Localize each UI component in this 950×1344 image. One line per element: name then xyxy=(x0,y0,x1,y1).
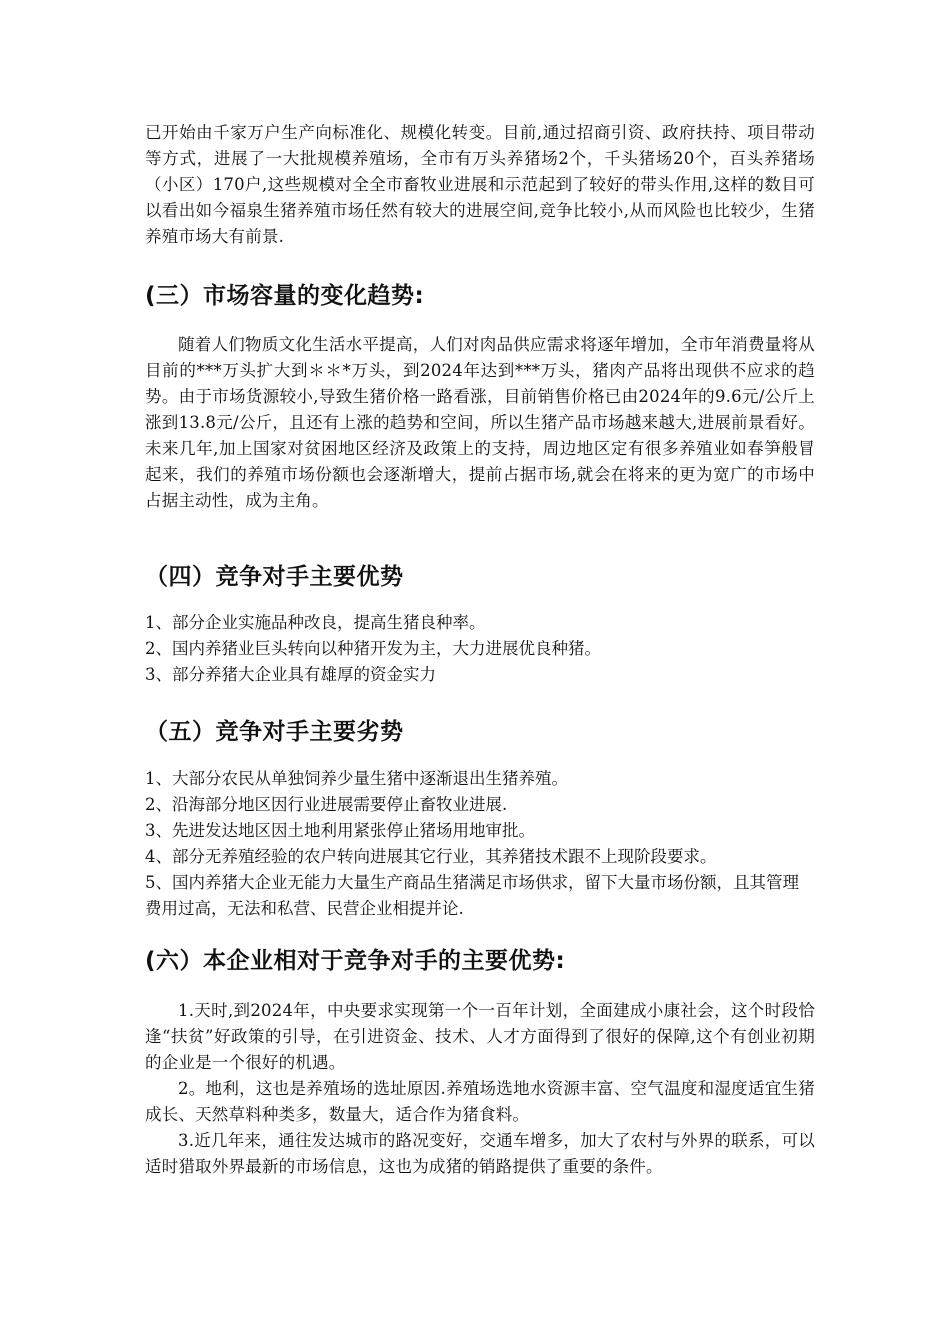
section-5-heading: （五）竞争对手主要劣势 xyxy=(145,719,404,745)
list-item: 5、国内养猪大企业无能力大量生产商品生猪满足市场供求，留下大量市场份额，且其管理费用过高，无法和私营、民营企业相提并论. xyxy=(145,873,799,918)
section-4-heading: （四）竞争对手主要优势 xyxy=(145,564,404,590)
advantage-paragraph-3: 3.近几年来，通往发达城市的路况变好，交通车增多，加大了农村与外界的联系，可以适时猎取外界最新的市场信息，这也为成猪的销路提供了重要的条件。 xyxy=(145,1131,815,1176)
list-item: 2、沿海部分地区因行业进展需要停止畜牧业进展. xyxy=(145,795,508,814)
intro-paragraph: 已开始由千家万户生产向标准化、规模化转变。目前,通过招商引资、政府扶持、项目带动等方式，进展了一大批规模养殖场，全市有万头养猪场2个，千头猪场20个，百头养猪场（小区）170户,这些规模对全全市畜牧业进展和示范起到了较好的带头作用,这样的数目可以看出如今福泉生猪养殖市场任然有较大的进展空间,竞争比较小,从而风险也比较少，生猪养殖市场大有前景. xyxy=(145,123,815,246)
list-item: 3、先进发达地区因土地利用紧张停止猪场用地审批。 xyxy=(145,821,535,840)
list-item: 1、大部分农民从单独饲养少量生猪中逐渐退出生猪养殖。 xyxy=(145,769,568,788)
list-item: 3、部分养猪大企业具有雄厚的资金实力 xyxy=(145,665,436,684)
advantage-paragraph-2: 2。地利，这也是养殖场的选址原因.养殖场选地水资源丰富、空气温度和湿度适宜生猪成长、天然草料种类多，数量大，适合作为猪食料。 xyxy=(145,1079,815,1124)
list-item: 2、国内养猪业巨头转向以种猪开发为主，大力进展优良种猪。 xyxy=(145,639,601,658)
section-3-paragraph: 随着人们物质文化生活水平提高，人们对肉品供应需求将逐年增加，全市年消费量将从目前的***万头扩大到＊＊*万头，到2024年达到***万头，猪肉产品将出现供不应求的趋势。由于市场货源较小,导致生猪价格一路看涨，目前销售价格已由2024年的9.6元/公斤上涨到13.8元/公斤，且还有上涨的趋势和空间，所以生猪产品市场越来越大,进展前景看好。未来几年,加上国家对贫困地区经济及政策上的支持，周边地区定有很多养殖业如春笋般冒起来，我们的养殖市场份额也会逐渐增大，提前占据市场,就会在将来的更为宽广的市场中占据主动性，成为主角。 xyxy=(145,335,815,510)
section-3-heading: (三）市场容量的变化趋势: xyxy=(145,283,425,309)
competitor-weaknesses-list xyxy=(145,766,815,922)
section-6-heading: (六）本企业相对于竞争对手的主要优势: xyxy=(145,948,566,974)
list-item: 4、部分无养殖经验的农户转向进展其它行业，其养猪技术跟不上现阶段要求。 xyxy=(145,847,717,866)
advantage-paragraph-1: 1.天时,到2024年，中央要求实现第一个一百年计划，全面建成小康社会，这个时段恰逢“扶贫”好政策的引导，在引进资金、技术、人才方面得到了很好的保障,这个有创业初期的企业是一个很好的机遇。 xyxy=(145,1001,815,1072)
list-item: 1、部分企业实施品种改良，提高生猪良种率。 xyxy=(145,613,486,632)
competitor-strengths-list xyxy=(145,610,815,688)
